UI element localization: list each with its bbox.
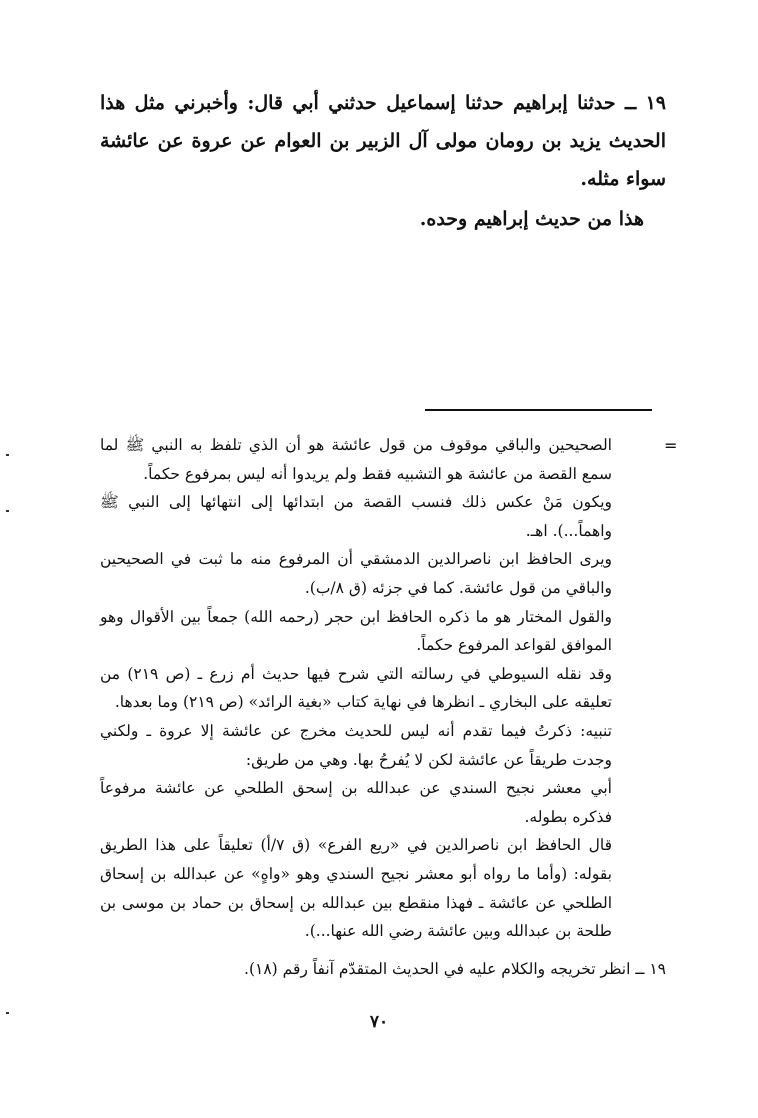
footnote-continuation-mark: = (664, 436, 678, 455)
footnote-paragraph: ويرى الحافظ ابن ناصرالدين الدمشقي أن المرفوع منه ما ثبت في الصحيحين والباقي من قول عائشة. كما في جزئه (ق ٨/ب). (100, 550, 612, 597)
page-number: ٧٠ (369, 1012, 389, 1032)
footnote-19: ١٩ ــ انظر تخريجه والكلام عليه في الحديث المتقدّم آنفاً رقم (١٨). (244, 960, 666, 978)
scan-edge-mark (6, 454, 9, 456)
footnote-separator (425, 409, 652, 411)
footnote-paragraph: والقول المختار هو ما ذكره الحافظ ابن حجر (رحمه الله) جمعاً بين الأقوال وهو الموافق لقواعد المرفوع حكماً. (100, 607, 612, 655)
footnote-paragraph: الصحيحين والباقي موقوف من قول عائشة هو أن الذي تلفظ به النبي ﷺ لما سمع القصة من عائشة هو التشبيه فقط ولم يريدوا أنه ليس بمرفوع حكماً. (100, 436, 612, 483)
footnote-paragraph: قال الحافظ ابن ناصرالدين في «ريع الفرع» (ق ٧/أ) تعليقاً على هذا الطريق بقوله: (وأما ما رواه أبو معشر نجيح السندي وهو «واهٍ» عن عبدالله بن إسحاق الطلحي عن عائشة ـ فهذا منقطع بين عبدالله بن إسحاق بن حماد بن موسى بن طلحة بن عبدالله وبين عائشة رضي الله عنها...). (100, 836, 612, 941)
scan-edge-mark (6, 510, 9, 512)
footnote-paragraph: أبي معشر نجيح السندي عن عبدالله بن إسحق الطلحي عن عائشة مرفوعاً فذكره بطوله. (100, 779, 612, 826)
footnote-paragraph: تنبيه: ذكرتُ فيما تقدم أنه ليس للحديث مخرج عن عائشة إلا عروة ـ ولكني وجدت طريقاً عن عائشة لكن لا يُفرحُ بها. وهي من طريق: (100, 721, 612, 769)
footnote-paragraph: وقد نقله السيوطي في رسالته التي شرح فيها حديث أم زرع ـ (ص ٢١٩) من تعليقه على البخاري ـ انظرها في نهاية كتاب «بغية الرائد» (ص ٢١٩) وما بعدها. (100, 664, 612, 712)
footnotes (100, 431, 612, 946)
scan-edge-mark (6, 1012, 9, 1014)
footnote-paragraph: ويكون مَنْ عكس ذلك فنسب القصة من ابتدائها إلى انتهائها إلى النبي ﷺ واهماً...). اهـ. (100, 493, 612, 540)
hadith-paragraph: ١٩ ــ حدثنا إبراهيم حدثنا إسماعيل حدثني أبي قال: وأخبرني مثل هذا الحديث يزيد بن رومان مولى آل الزبير بن العوام عن عروة عن عائشة سواء مثله. (100, 92, 666, 190)
main-text (100, 84, 666, 238)
commentary-paragraph: هذا من حديث إبراهيم وحده. (419, 208, 644, 230)
